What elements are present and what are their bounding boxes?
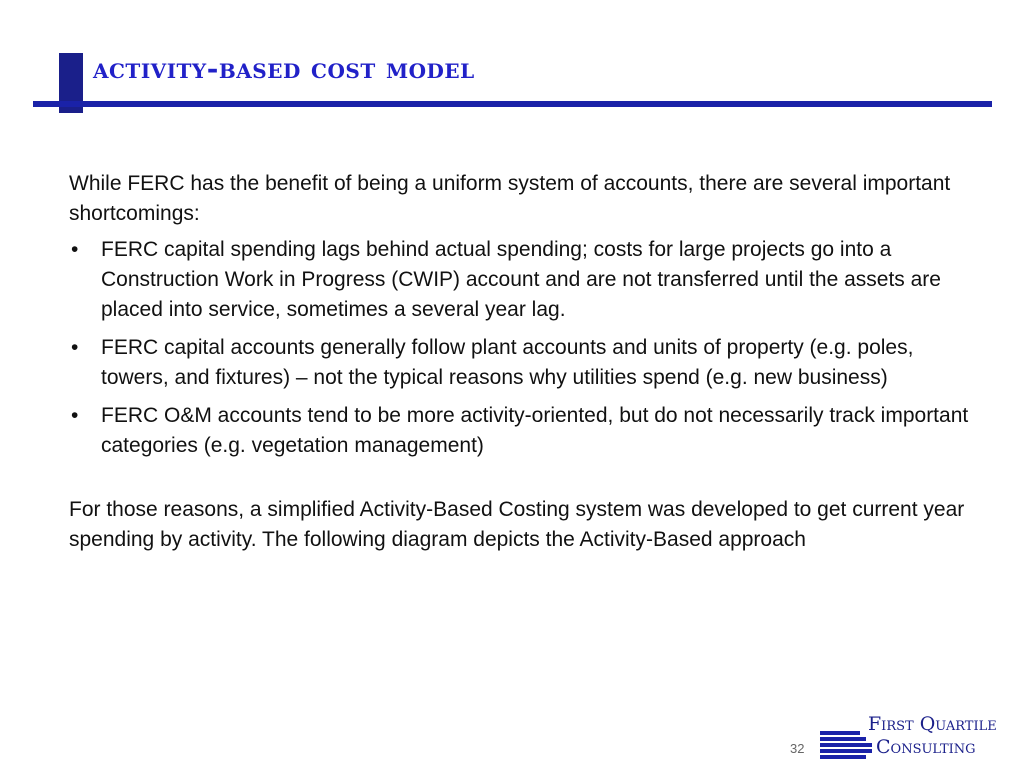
logo-line-2: Consulting — [876, 736, 976, 758]
logo-line-1: First Quartile — [868, 713, 997, 735]
list-item-text: FERC capital accounts generally follow plant accounts and units of property (e.g. poles, towers, and fixtures) – not the typical reasons why utilities spend (e.g. new business) — [101, 336, 914, 389]
bullet-icon: • — [71, 336, 79, 359]
list-item — [69, 401, 981, 461]
intro-paragraph: While FERC has the benefit of being a uniform system of accounts, there are several important shortcomings: — [69, 172, 951, 225]
page-number: 32 — [790, 741, 805, 756]
list-item — [69, 333, 981, 393]
list-item — [69, 235, 981, 325]
closing-paragraph: For those reasons, a simplified Activity-Based Costing system was developed to get current year spending by activity. The following diagram depicts the Activity-Based approach — [69, 498, 965, 551]
company-logo — [820, 712, 1020, 762]
title-underline — [33, 101, 992, 107]
bullet-icon: • — [71, 404, 79, 427]
shortcomings-list — [69, 235, 981, 461]
list-item-text: FERC capital spending lags behind actual spending; costs for large projects go into a Construction Work in Progress (CWIP) account and are not transferred until the assets are placed into service, sometimes a several year lag. — [101, 238, 941, 321]
logo-stripes-icon — [820, 731, 872, 763]
list-item-text: FERC O&M accounts tend to be more activity-oriented, but do not necessarily track important categories (e.g. vegetation management) — [101, 404, 969, 457]
bullet-icon: • — [71, 238, 79, 261]
slide-title: activity-based cost model — [93, 52, 475, 85]
slide-body — [69, 169, 981, 555]
